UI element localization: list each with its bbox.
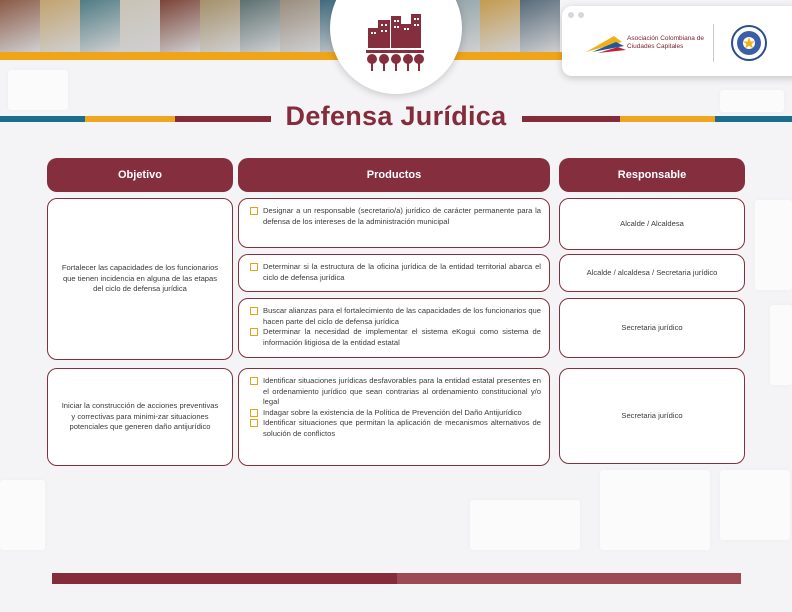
- background-tile: [600, 470, 710, 550]
- productos-box: [238, 298, 550, 358]
- title-band-teal: [715, 116, 792, 122]
- header-photo: [160, 0, 200, 52]
- productos-box: [238, 198, 550, 248]
- responsable-text: Secretaria jurídico: [621, 322, 683, 332]
- page-title: Defensa Jurídica: [285, 101, 507, 131]
- background-tile: [0, 480, 45, 550]
- header-photo: [520, 0, 560, 52]
- header-photo: [80, 0, 120, 52]
- association-name: Asociación Colombiana de Ciudades Capitales: [627, 35, 704, 50]
- checkbox-icon: [250, 409, 258, 417]
- header-photo: [240, 0, 280, 52]
- title-band-yellow: [620, 116, 715, 122]
- checkbox-icon: [250, 307, 258, 315]
- header-photo: [280, 0, 320, 52]
- responsable-text: Secretaria jurídico: [621, 410, 683, 420]
- header-orange-band: [0, 52, 565, 60]
- background-tile: [8, 70, 68, 110]
- background-tile: [470, 500, 580, 550]
- header-photo: [200, 0, 240, 52]
- seal-logo: [730, 24, 768, 62]
- responsable-text: Alcalde / Alcaldesa: [620, 218, 684, 228]
- header-photo: [40, 0, 80, 52]
- association-brand-card: [562, 6, 792, 76]
- column-header-responsable: Responsable: [559, 158, 745, 192]
- product-item: Buscar alianzas para el fortalecimiento de las capacidades de los funcionarios que hacen parte del ciclo de defensa jurídica: [250, 306, 541, 327]
- productos-box: [238, 368, 550, 466]
- objetivo-text: Iniciar la construcción de acciones preventivas y correctivas para minimi-zar situaciones potenciales que generen daño antijurídico: [61, 401, 219, 432]
- checkbox-icon: [250, 328, 258, 336]
- city-buildings-icon: [364, 14, 426, 72]
- city-logo: [330, 0, 462, 94]
- checkbox-icon: [250, 263, 258, 271]
- header-photo-strip: [0, 0, 560, 52]
- header-photo: [480, 0, 520, 52]
- responsable-box: [559, 298, 745, 358]
- title-band-yellow: [85, 116, 175, 122]
- column-header-productos: Productos: [238, 158, 550, 192]
- checkbox-icon: [250, 377, 258, 385]
- column-header-objetivo: Objetivo: [47, 158, 233, 192]
- product-item: Identificar situaciones jurídicas desfavorables para la entidad estatal presentes en el ordenamiento jurídico que sean contrarias al ordenamiento constitucional y/o legal: [250, 376, 541, 408]
- association-wing-logo: [586, 32, 626, 54]
- background-tile: [720, 470, 790, 540]
- header-photo: [120, 0, 160, 52]
- brand-divider: [713, 24, 714, 62]
- background-tile: [770, 305, 792, 385]
- product-item: Identificar situaciones que permitan la aplicación de mecanismos alternativos de solución de conflictos: [250, 418, 541, 439]
- product-item: Determinar la necesidad de implementar el sistema eKogui como sistema de información litigiosa de la entidad estatal: [250, 327, 541, 348]
- product-item: Indagar sobre la existencia de la Política de Prevención del Daño Antijurídico: [250, 408, 541, 419]
- background-tile: [720, 90, 784, 112]
- product-item: Designar a un responsable (secretario/a) jurídico de carácter permanente para la defensa de los intereses de la administración municipal: [250, 206, 541, 227]
- responsable-box: [559, 368, 745, 464]
- footer-bar-light: [397, 573, 741, 584]
- header-photo: [0, 0, 40, 52]
- title-band-red: [522, 116, 620, 122]
- objetivo-box: [47, 368, 233, 466]
- card-dots: [568, 12, 584, 18]
- title-band-teal: [0, 116, 85, 122]
- product-item: Determinar si la estructura de la oficina jurídica de la entidad territorial abarca el ciclo de defensa jurídica: [250, 262, 541, 283]
- productos-box: [238, 254, 550, 292]
- background-tile: [755, 200, 792, 290]
- responsable-box: [559, 254, 745, 292]
- footer-bar-dark: [52, 573, 397, 584]
- objetivo-text: Fortalecer las capacidades de los funcionarios que tienen incidencia en alguna de las etapas del ciclo de defensa jurídica: [61, 263, 219, 294]
- checkbox-icon: [250, 419, 258, 427]
- checkbox-icon: [250, 207, 258, 215]
- objetivo-box: [47, 198, 233, 360]
- responsable-box: [559, 198, 745, 250]
- responsable-text: Alcalde / alcaldesa / Secretaria jurídico: [586, 267, 718, 277]
- title-band-red: [175, 116, 271, 122]
